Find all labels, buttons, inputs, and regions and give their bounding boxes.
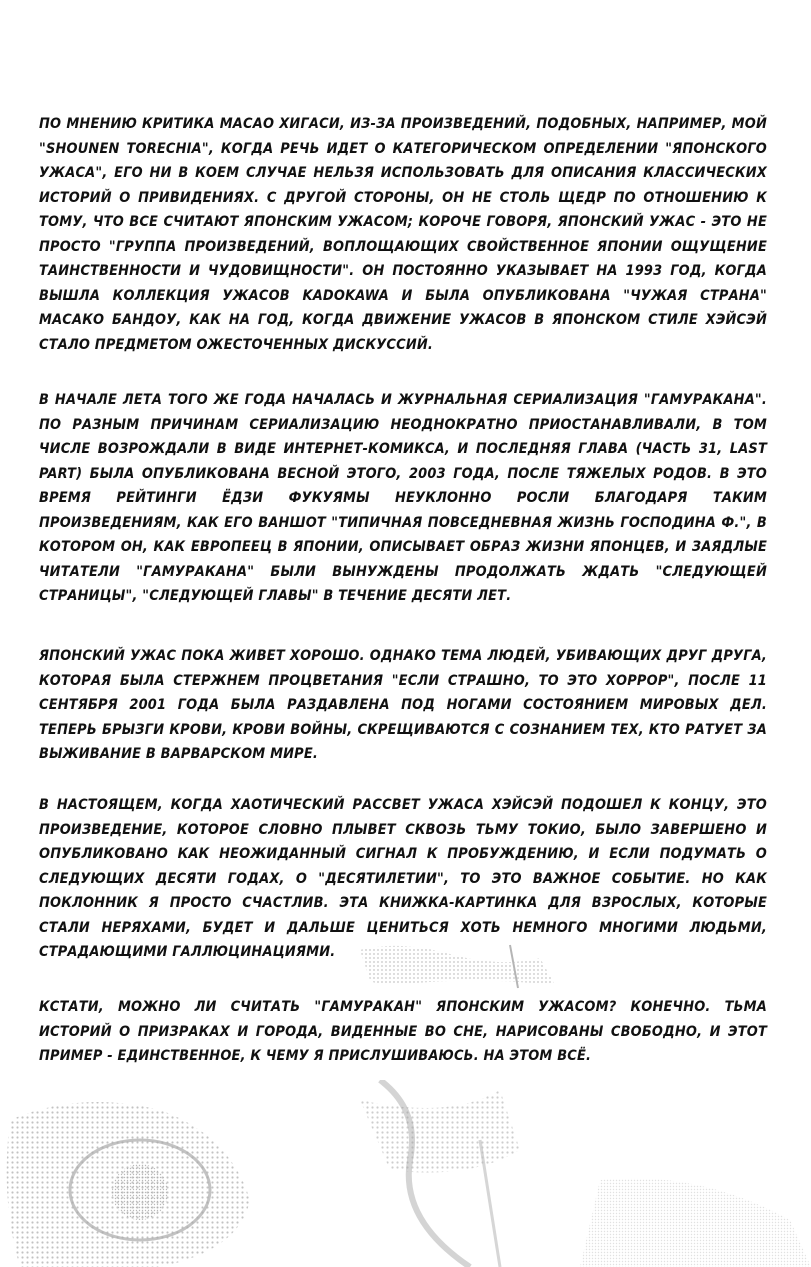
paragraph-4: В НАСТОЯЩЕМ, КОГДА ХАОТИЧЕСКИЙ РАССВЕТ УЖАСА ХЭЙСЭЙ ПОДОШЕЛ К КОНЦУ, ЭТО ПРОИЗВЕДЕНИЕ, КОТОРОЕ СЛОВНО ПЛЫВЕТ СКВОЗЬ ТЬМУ ТОКИО, БЫЛО ЗАВЕРШЕНО И ОПУБЛИКОВАНО КАК НЕОЖИДАННЫЙ СИГНАЛ К ПРОБУЖДЕНИЮ, И ЕСЛИ ПОДУМАТЬ О СЛЕДУЮЩИХ ДЕСЯТИ ГОДАХ, О "ДЕСЯТИЛЕТИИ", ТО ЭТО ВАЖНОЕ СОБЫТИЕ. НО КАК ПОКЛОННИК Я ПРОСТО СЧАСТЛИВ. ЭТА КНИЖКА-КАРТИНКА ДЛЯ ВЗРОСЛЫХ, КОТОРЫЕ СТАЛИ НЕРЯХАМИ, БУДЕТ И ДАЛЬШЕ ЦЕНИТЬСЯ ХОТЬ НЕМНОГО МНОГИМИ ЛЮДЬМИ, СТРАДАЮЩИМИ ГАЛЛЮЦИНАЦИЯМИ. <box>39 797 767 960</box>
faded-screentone-illustration <box>0 1080 811 1267</box>
paragraph-2: В НАЧАЛЕ ЛЕТА ТОГО ЖЕ ГОДА НАЧАЛАСЬ И ЖУРНАЛЬНАЯ СЕРИАЛИЗАЦИЯ "ГАМУРАКАНА". ПО РАЗНЫМ ПРИЧИНАМ СЕРИАЛИЗАЦИЮ НЕОДНОКРАТНО ПРИОСТАНАВЛИВАЛИ, В ТОМ ЧИСЛЕ ВОЗРОЖДАЛИ В ВИДЕ ИНТЕРНЕТ-КОМИКСА, И ПОСЛЕДНЯЯ ГЛАВА (ЧАСТЬ 31, LAST PART) БЫЛА ОПУБЛИКОВАНА ВЕСНОЙ ЭТОГО, 2003 ГОДА, ПОСЛЕ ТЯЖЕЛЫХ РОДОВ. В ЭТО ВРЕМЯ РЕЙТИНГИ ЁДЗИ ФУКУЯМЫ НЕУКЛОННО РОСЛИ БЛАГОДАРЯ ТАКИМ ПРОИЗВЕДЕНИЯМ, КАК ЕГО ВАНШОТ "ТИПИЧНАЯ ПОВСЕДНЕВНАЯ ЖИЗНЬ ГОСПОДИНА Ф.", В КОТОРОМ ОН, КАК ЕВРОПЕЕЦ В ЯПОНИИ, ОПИСЫВАЕТ ОБРАЗ ЖИЗНИ ЯПОНЦЕВ, И ЗАЯДЛЫЕ ЧИТАТЕЛИ "ГАМУРАКАНА" БЫЛИ ВЫНУЖДЕНЫ ПРОДОЛЖАТЬ ЖДАТЬ "СЛЕДУЮЩЕЙ СТРАНИЦЫ", "СЛЕДУЮЩЕЙ ГЛАВЫ" В ТЕЧЕНИЕ ДЕСЯТИ ЛЕТ. <box>39 392 767 604</box>
paragraph-1: ПО МНЕНИЮ КРИТИКА МАСАО ХИГАСИ, ИЗ-ЗА ПРОИЗВЕДЕНИЙ, ПОДОБНЫХ, НАПРИМЕР, МОЙ "SHOUNEN TORECHIA", КОГДА РЕЧЬ ИДЕТ О КАТЕГОРИЧЕСКОМ ОПРЕДЕЛЕНИИ "ЯПОНСКОГО УЖАСА", ЕГО НИ В КОЕМ СЛУЧАЕ НЕЛЬЗЯ ИСПОЛЬЗОВАТЬ ДЛЯ ОПИСАНИЯ КЛАССИЧЕСКИХ ИСТОРИЙ О ПРИВИДЕНИЯХ. С ДРУГОЙ СТОРОНЫ, ОН НЕ СТОЛЬ ЩЕДР ПО ОТНОШЕНИЮ К ТОМУ, ЧТО ВСЕ СЧИТАЮТ ЯПОНСКИМ УЖАСОМ; КОРОЧЕ ГОВОРЯ, ЯПОНСКИЙ УЖАС - ЭТО НЕ ПРОСТО "ГРУППА ПРОИЗВЕДЕНИЙ, ВОПЛОЩАЮЩИХ СВОЙСТВЕННОЕ ЯПОНИИ ОЩУЩЕНИЕ ТАИНСТВЕННОСТИ И ЧУДОВИЩНОСТИ". ОН ПОСТОЯННО УКАЗЫВАЕТ НА 1993 ГОД, КОГДА ВЫШЛА КОЛЛЕКЦИЯ УЖАСОВ KADOKAWA И БЫЛА ОПУБЛИКОВАНА "ЧУЖАЯ СТРАНА" МАСАКО БАНДОУ, КАК НА ГОД, КОГДА ДВИЖЕНИЕ УЖАСОВ В ЯПОНСКОМ СТИЛЕ ХЭЙСЭЙ СТАЛО ПРЕДМЕТОМ ОЖЕСТОЧЕННЫХ ДИСКУССИЙ. <box>39 116 767 353</box>
paragraph-3: ЯПОНСКИЙ УЖАС ПОКА ЖИВЕТ ХОРОШО. ОДНАКО ТЕМА ЛЮДЕЙ, УБИВАЮЩИХ ДРУГ ДРУГА, КОТОРАЯ БЫЛА СТЕРЖНЕМ ПРОЦВЕТАНИЯ "ЕСЛИ СТРАШНО, ТО ЭТО ХОРРОР", ПОСЛЕ 11 СЕНТЯБРЯ 2001 ГОДА БЫЛА РАЗДАВЛЕНА ПОД НОГАМИ СОСТОЯНИЕМ МИРОВЫХ ДЕЛ. ТЕПЕРЬ БРЫЗГИ КРОВИ, КРОВИ ВОЙНЫ, СКРЕЩИВАЮТСЯ С СОЗНАНИЕМ ТЕХ, КТО РАТУЕТ ЗА ВЫЖИВАНИЕ В ВАРВАРСКОМ МИРЕ. <box>39 648 767 762</box>
paragraph-5: КСТАТИ, МОЖНО ЛИ СЧИТАТЬ "ГАМУРАКАН" ЯПОНСКИМ УЖАСОМ? КОНЕЧНО. ТЬМА ИСТОРИЙ О ПРИЗРАКАХ И ГОРОДА, ВИДЕННЫЕ ВО СНЕ, НАРИСОВАНЫ СВОБОДНО, И ЭТОТ ПРИМЕР - ЕДИНСТВЕННОЕ, К ЧЕМУ Я ПРИСЛУШИВАЮСЬ. НА ЭТОМ ВСЁ. <box>39 999 767 1064</box>
